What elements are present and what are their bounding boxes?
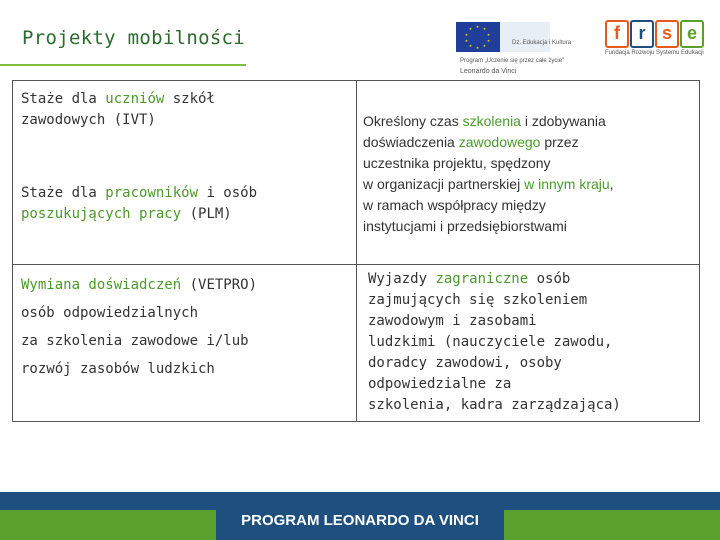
vetpro-text: Wymiana doświadczeń (VETPRO) osób odpowiedzialnych za szkolenia zawodowe i/lub rozwój zasobów ludzkich (21, 277, 258, 377)
mobility-description: Określony czas szkolenia i zdobywania doświadczenia zawodowego przez uczestnika projektu, spędzony w organizacji partnerskiej w innym kraju, w ramach współpracy między instytucjami i przedsiębiorstwami (363, 113, 614, 234)
eu-flag-icon: ★ ★ ★ ★ ★ ★ ★ ★ ★ ★ (456, 22, 500, 52)
frse-letter-f: f (605, 20, 629, 48)
projects-table (12, 80, 700, 422)
frse-letter-r: r (630, 20, 654, 48)
frse-letter-s: s (655, 20, 679, 48)
frse-logo (605, 20, 705, 60)
column-divider (356, 81, 357, 421)
title-underline (0, 64, 246, 66)
footer-program-name: PROGRAM LEONARDO DA VINCI (241, 512, 479, 529)
eu-line1: Dz. Edukacja i Kultura (512, 40, 572, 46)
eu-line3: Leonardo da Vinci (460, 68, 517, 75)
row-divider (13, 264, 699, 265)
page-title: Projekty mobilności (22, 27, 246, 49)
ivt-text: Staże dla uczniów szkół zawodowych (IVT) (21, 91, 215, 128)
eu-programme-logo (456, 22, 572, 76)
frse-letter-e: e (680, 20, 704, 48)
eu-line2: Program „Uczenie się przez całe życie" (460, 58, 565, 64)
vetpro-description: Wyjazdy zagraniczne osób zajmujących się szkoleniem zawodowym i zasobami ludzkimi (nauczyciele zawodu, doradcy zawodowi, osoby odpowiedzialne za szkolenia, kadra zarządzająca) (368, 271, 621, 413)
programme-banner (500, 22, 550, 52)
plm-text: Staże dla pracowników i osób poszukujących pracy (PLM) (21, 185, 258, 222)
frse-subtitle: Fundacja Rozwoju Systemu Edukacji (605, 50, 704, 56)
